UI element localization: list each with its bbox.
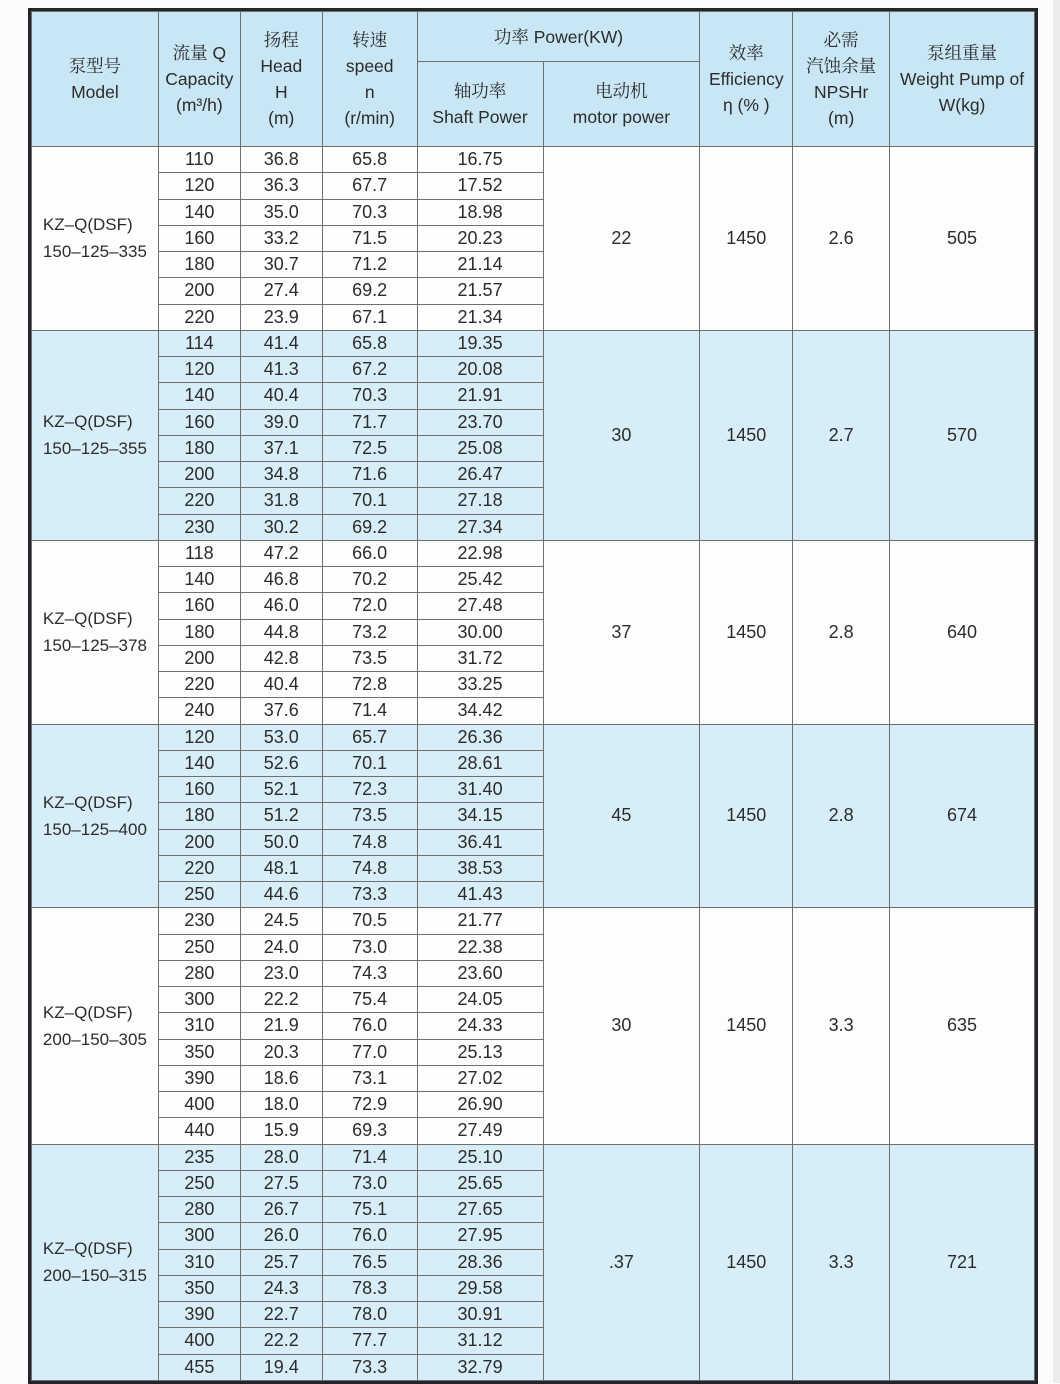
head-header	[240, 12, 322, 147]
head-cell: 18.6	[240, 1065, 322, 1091]
model-cell-line: KZ–Q(DSF)	[42, 215, 133, 235]
capacity-cell: 110	[158, 147, 240, 173]
model-cell-line: KZ–Q(DSF)	[42, 609, 133, 629]
speed-cell: 70.2	[322, 567, 417, 593]
efficiency-cell: 1450	[700, 540, 793, 724]
weight-cell: 635	[890, 908, 1035, 1144]
speed-cell: 74.8	[322, 855, 417, 881]
shaft-power-cell: 31.40	[417, 777, 543, 803]
capacity-cell: 140	[158, 750, 240, 776]
speed-cell: 66.0	[322, 540, 417, 566]
table-row	[32, 330, 1035, 356]
head-cell: 48.1	[240, 855, 322, 881]
speed-cell: 72.9	[322, 1092, 417, 1118]
head-cell: 26.0	[240, 1223, 322, 1249]
model-cell-line: KZ–Q(DSF)	[42, 412, 133, 432]
speed-cell: 74.8	[322, 829, 417, 855]
capacity-cell: 120	[158, 724, 240, 750]
head-cell: 15.9	[240, 1118, 322, 1144]
model-cell	[32, 330, 159, 540]
capacity-cell: 200	[158, 645, 240, 671]
capacity-header-line: Capacity	[165, 69, 234, 89]
capacity-header	[158, 12, 240, 147]
head-cell: 24.0	[240, 934, 322, 960]
capacity-cell: 114	[158, 330, 240, 356]
capacity-cell: 235	[158, 1144, 240, 1170]
capacity-cell: 160	[158, 409, 240, 435]
capacity-cell: 280	[158, 960, 240, 986]
weight-cell: 570	[890, 330, 1035, 540]
speed-cell: 72.8	[322, 672, 417, 698]
head-cell: 27.5	[240, 1170, 322, 1196]
npshr-header-line: (m)	[828, 108, 855, 128]
weight-cell: 505	[890, 147, 1035, 331]
capacity-cell: 240	[158, 698, 240, 724]
shaft-power-cell: 24.05	[417, 987, 543, 1013]
capacity-header-line: 流量 Q	[172, 43, 227, 63]
speed-cell: 75.4	[322, 987, 417, 1013]
capacity-cell: 280	[158, 1197, 240, 1223]
speed-cell: 78.3	[322, 1275, 417, 1301]
head-header-line: 扬程	[263, 30, 299, 50]
shaft-power-cell: 23.70	[417, 409, 543, 435]
capacity-cell: 118	[158, 540, 240, 566]
speed-cell: 76.5	[322, 1249, 417, 1275]
shaft-power-cell: 36.41	[417, 829, 543, 855]
capacity-cell: 160	[158, 777, 240, 803]
header-row-1	[32, 12, 1035, 62]
speed-cell: 73.5	[322, 645, 417, 671]
shaft-power-header-line: 轴功率	[453, 81, 507, 101]
speed-cell: 72.0	[322, 593, 417, 619]
shaft-power-cell: 25.13	[417, 1039, 543, 1065]
head-cell: 30.2	[240, 514, 322, 540]
capacity-cell: 220	[158, 855, 240, 881]
model-cell-line: 200–150–305	[42, 1029, 147, 1049]
capacity-cell: 400	[158, 1092, 240, 1118]
model-cell	[32, 147, 159, 331]
shaft-power-cell: 34.42	[417, 698, 543, 724]
shaft-power-cell: 34.15	[417, 803, 543, 829]
capacity-cell: 350	[158, 1039, 240, 1065]
head-cell: 21.9	[240, 1013, 322, 1039]
head-header-line: (m)	[268, 108, 295, 128]
model-text	[43, 605, 147, 659]
head-cell: 25.7	[240, 1249, 322, 1275]
head-cell: 51.2	[240, 803, 322, 829]
speed-header-line: 转速	[352, 30, 388, 50]
model-cell	[32, 724, 159, 908]
speed-cell: 67.2	[322, 357, 417, 383]
capacity-cell: 120	[158, 173, 240, 199]
shaft-power-cell: 22.98	[417, 540, 543, 566]
speed-cell: 76.0	[322, 1013, 417, 1039]
weight-header-line: W(kg)	[938, 95, 986, 115]
speed-cell: 71.5	[322, 225, 417, 251]
efficiency-cell: 1450	[700, 724, 793, 908]
model-text	[43, 211, 147, 265]
speed-cell: 70.5	[322, 908, 417, 934]
npshr-cell: 3.3	[793, 908, 890, 1144]
speed-cell: 73.0	[322, 1170, 417, 1196]
capacity-cell: 230	[158, 908, 240, 934]
head-cell: 23.0	[240, 960, 322, 986]
model-text	[43, 999, 147, 1053]
capacity-header-line: (m³/h)	[176, 95, 223, 115]
capacity-cell: 120	[158, 357, 240, 383]
efficiency-cell: 1450	[700, 147, 793, 331]
shaft-power-cell: 20.08	[417, 357, 543, 383]
head-cell: 50.0	[240, 829, 322, 855]
shaft-power-cell: 31.72	[417, 645, 543, 671]
motor-power-cell: 22	[543, 147, 700, 331]
npshr-cell: 2.6	[793, 147, 890, 331]
speed-cell: 71.4	[322, 698, 417, 724]
motor-power-cell: 45	[543, 724, 700, 908]
efficiency-cell: 1450	[700, 908, 793, 1144]
shaft-power-cell: 21.14	[417, 252, 543, 278]
head-cell: 36.8	[240, 147, 322, 173]
speed-cell: 77.0	[322, 1039, 417, 1065]
head-cell: 52.6	[240, 750, 322, 776]
model-cell-line: KZ–Q(DSF)	[42, 792, 133, 812]
efficiency-cell: 1450	[700, 330, 793, 540]
weight-header-line: 泵组重量	[927, 43, 998, 63]
speed-header	[322, 12, 417, 147]
capacity-cell: 250	[158, 882, 240, 908]
model-cell-line: 200–150–315	[42, 1266, 147, 1286]
speed-header-line: n	[364, 82, 375, 102]
speed-cell: 65.8	[322, 330, 417, 356]
model-cell	[32, 540, 159, 724]
speed-cell: 65.7	[322, 724, 417, 750]
speed-cell: 78.0	[322, 1302, 417, 1328]
weight-cell: 640	[890, 540, 1035, 724]
shaft-power-cell: 23.60	[417, 960, 543, 986]
efficiency-header-line: 效率	[728, 43, 764, 63]
capacity-cell: 180	[158, 619, 240, 645]
shaft-power-header	[417, 62, 543, 147]
shaft-power-cell: 27.34	[417, 514, 543, 540]
weight-cell: 721	[890, 1144, 1035, 1380]
head-cell: 28.0	[240, 1144, 322, 1170]
speed-cell: 70.1	[322, 750, 417, 776]
speed-cell: 72.3	[322, 777, 417, 803]
head-cell: 24.3	[240, 1275, 322, 1301]
motor-power-cell: .37	[543, 1144, 700, 1380]
speed-cell: 70.3	[322, 199, 417, 225]
table-row	[32, 724, 1035, 750]
table-row	[32, 1144, 1035, 1170]
npshr-header-line: NPSHr	[813, 82, 869, 102]
capacity-cell: 440	[158, 1118, 240, 1144]
shaft-power-cell: 27.95	[417, 1223, 543, 1249]
head-cell: 35.0	[240, 199, 322, 225]
shaft-power-cell: 28.36	[417, 1249, 543, 1275]
head-cell: 39.0	[240, 409, 322, 435]
model-text	[43, 408, 147, 462]
head-cell: 47.2	[240, 540, 322, 566]
npshr-cell: 2.8	[793, 540, 890, 724]
capacity-cell: 220	[158, 672, 240, 698]
speed-cell: 73.2	[322, 619, 417, 645]
capacity-cell: 160	[158, 225, 240, 251]
shaft-power-cell: 27.02	[417, 1065, 543, 1091]
capacity-cell: 180	[158, 252, 240, 278]
speed-cell: 70.1	[322, 488, 417, 514]
shaft-power-cell: 27.65	[417, 1197, 543, 1223]
npshr-header-line: 汽蚀余量	[806, 56, 877, 76]
motor-power-cell: 37	[543, 540, 700, 724]
speed-cell: 65.8	[322, 147, 417, 173]
speed-cell: 73.5	[322, 803, 417, 829]
efficiency-header-line: η (% )	[722, 95, 770, 115]
head-cell: 42.8	[240, 645, 322, 671]
speed-cell: 71.4	[322, 1144, 417, 1170]
efficiency-header-line: Efficiency	[709, 69, 784, 89]
shaft-power-cell: 26.90	[417, 1092, 543, 1118]
shaft-power-cell: 16.75	[417, 147, 543, 173]
capacity-cell: 220	[158, 304, 240, 330]
table-row	[32, 147, 1035, 173]
capacity-cell: 140	[158, 199, 240, 225]
head-cell: 46.0	[240, 593, 322, 619]
shaft-power-cell: 31.12	[417, 1328, 543, 1354]
shaft-power-cell: 33.25	[417, 672, 543, 698]
pump-spec-table-grid	[31, 11, 1035, 1381]
model-cell-line: KZ–Q(DSF)	[42, 1002, 133, 1022]
speed-cell: 74.3	[322, 960, 417, 986]
speed-cell: 71.6	[322, 462, 417, 488]
head-cell: 34.8	[240, 462, 322, 488]
capacity-cell: 160	[158, 593, 240, 619]
capacity-cell: 310	[158, 1013, 240, 1039]
head-cell: 44.8	[240, 619, 322, 645]
head-cell: 41.3	[240, 357, 322, 383]
model-header-line: 泵型号	[68, 56, 122, 76]
head-cell: 19.4	[240, 1354, 322, 1380]
head-cell: 40.4	[240, 383, 322, 409]
speed-cell: 73.3	[322, 882, 417, 908]
shaft-power-cell: 27.18	[417, 488, 543, 514]
speed-cell: 72.5	[322, 435, 417, 461]
speed-header-line: (r/min)	[344, 108, 395, 128]
head-cell: 41.4	[240, 330, 322, 356]
model-cell	[32, 908, 159, 1144]
head-cell: 36.3	[240, 173, 322, 199]
shaft-power-cell: 32.79	[417, 1354, 543, 1380]
speed-cell: 73.3	[322, 1354, 417, 1380]
shaft-power-cell: 17.52	[417, 173, 543, 199]
weight-header-line: Weight Pump of	[899, 69, 1025, 89]
head-cell: 44.6	[240, 882, 322, 908]
shaft-power-cell: 21.34	[417, 304, 543, 330]
shaft-power-cell: 25.10	[417, 1144, 543, 1170]
speed-cell: 71.7	[322, 409, 417, 435]
head-cell: 27.4	[240, 278, 322, 304]
speed-cell: 67.7	[322, 173, 417, 199]
shaft-power-cell: 20.23	[417, 225, 543, 251]
shaft-power-cell: 29.58	[417, 1275, 543, 1301]
capacity-cell: 250	[158, 1170, 240, 1196]
capacity-cell: 140	[158, 383, 240, 409]
npshr-cell: 2.7	[793, 330, 890, 540]
capacity-cell: 220	[158, 488, 240, 514]
shaft-power-cell: 21.57	[417, 278, 543, 304]
capacity-cell: 400	[158, 1328, 240, 1354]
motor-power-cell: 30	[543, 908, 700, 1144]
model-header-line: Model	[71, 82, 119, 102]
capacity-cell: 390	[158, 1302, 240, 1328]
shaft-power-cell: 27.49	[417, 1118, 543, 1144]
speed-cell: 71.2	[322, 252, 417, 278]
shaft-power-cell: 25.42	[417, 567, 543, 593]
capacity-cell: 200	[158, 278, 240, 304]
capacity-cell: 300	[158, 1223, 240, 1249]
head-cell: 37.6	[240, 698, 322, 724]
shaft-power-cell: 30.00	[417, 619, 543, 645]
capacity-cell: 200	[158, 829, 240, 855]
head-cell: 46.8	[240, 567, 322, 593]
efficiency-cell: 1450	[700, 1144, 793, 1380]
head-header-line: Head	[260, 56, 303, 76]
head-header-line: H	[274, 82, 288, 102]
capacity-cell: 250	[158, 934, 240, 960]
power-group-header: 功率 Power(KW)	[417, 12, 700, 62]
page-edge-band	[1053, 0, 1060, 1383]
shaft-power-header-line: Shaft Power	[432, 107, 528, 127]
table-row	[32, 540, 1035, 566]
shaft-power-cell: 25.08	[417, 435, 543, 461]
head-cell: 33.2	[240, 225, 322, 251]
head-cell: 53.0	[240, 724, 322, 750]
motor-power-cell: 30	[543, 330, 700, 540]
speed-cell: 73.0	[322, 934, 417, 960]
head-cell: 37.1	[240, 435, 322, 461]
shaft-power-cell: 24.33	[417, 1013, 543, 1039]
speed-cell: 70.3	[322, 383, 417, 409]
head-cell: 18.0	[240, 1092, 322, 1118]
shaft-power-cell: 41.43	[417, 882, 543, 908]
capacity-cell: 300	[158, 987, 240, 1013]
speed-header-line: speed	[345, 56, 394, 76]
model-cell-line: KZ–Q(DSF)	[42, 1239, 133, 1259]
shaft-power-cell: 18.98	[417, 199, 543, 225]
model-header	[32, 12, 159, 147]
capacity-cell: 140	[158, 567, 240, 593]
table-header	[32, 12, 1035, 147]
capacity-cell: 200	[158, 462, 240, 488]
table-body	[32, 147, 1035, 1381]
motor-power-header-line: 电动机	[595, 81, 648, 101]
shaft-power-cell: 19.35	[417, 330, 543, 356]
capacity-cell: 230	[158, 514, 240, 540]
model-text	[43, 1235, 147, 1289]
table-row	[32, 908, 1035, 934]
head-cell: 30.7	[240, 252, 322, 278]
head-cell: 24.5	[240, 908, 322, 934]
model-cell-line: 150–125–400	[42, 819, 147, 839]
shaft-power-cell: 21.77	[417, 908, 543, 934]
motor-power-header	[543, 62, 700, 147]
model-cell-line: 150–125–378	[42, 636, 147, 656]
speed-cell: 69.3	[322, 1118, 417, 1144]
speed-cell: 69.2	[322, 278, 417, 304]
npshr-cell: 2.8	[793, 724, 890, 908]
head-cell: 22.2	[240, 987, 322, 1013]
speed-cell: 69.2	[322, 514, 417, 540]
speed-cell: 77.7	[322, 1328, 417, 1354]
head-cell: 52.1	[240, 777, 322, 803]
motor-power-header-line: motor power	[572, 107, 671, 127]
pump-spec-table	[28, 8, 1038, 1384]
npshr-cell: 3.3	[793, 1144, 890, 1380]
shaft-power-cell: 30.91	[417, 1302, 543, 1328]
speed-cell: 67.1	[322, 304, 417, 330]
speed-cell: 75.1	[322, 1197, 417, 1223]
head-cell: 20.3	[240, 1039, 322, 1065]
capacity-cell: 390	[158, 1065, 240, 1091]
capacity-cell: 310	[158, 1249, 240, 1275]
head-cell: 22.7	[240, 1302, 322, 1328]
shaft-power-cell: 22.38	[417, 934, 543, 960]
speed-cell: 73.1	[322, 1065, 417, 1091]
shaft-power-cell: 28.61	[417, 750, 543, 776]
shaft-power-cell: 27.48	[417, 593, 543, 619]
head-cell: 26.7	[240, 1197, 322, 1223]
weight-header	[890, 12, 1035, 147]
capacity-cell: 350	[158, 1275, 240, 1301]
capacity-cell: 180	[158, 803, 240, 829]
head-cell: 23.9	[240, 304, 322, 330]
npshr-header-line: 必需	[823, 30, 859, 50]
capacity-cell: 180	[158, 435, 240, 461]
weight-cell: 674	[890, 724, 1035, 908]
shaft-power-cell: 25.65	[417, 1170, 543, 1196]
model-cell-line: 150–125–355	[42, 439, 147, 459]
shaft-power-cell: 21.91	[417, 383, 543, 409]
head-cell: 22.2	[240, 1328, 322, 1354]
capacity-cell: 455	[158, 1354, 240, 1380]
shaft-power-cell: 26.36	[417, 724, 543, 750]
model-cell	[32, 1144, 159, 1380]
head-cell: 31.8	[240, 488, 322, 514]
speed-cell: 76.0	[322, 1223, 417, 1249]
efficiency-header	[700, 12, 793, 147]
head-cell: 40.4	[240, 672, 322, 698]
model-text	[43, 789, 147, 843]
model-cell-line: 150–125–335	[42, 242, 147, 262]
shaft-power-cell: 26.47	[417, 462, 543, 488]
shaft-power-cell: 38.53	[417, 855, 543, 881]
npshr-header	[793, 12, 890, 147]
